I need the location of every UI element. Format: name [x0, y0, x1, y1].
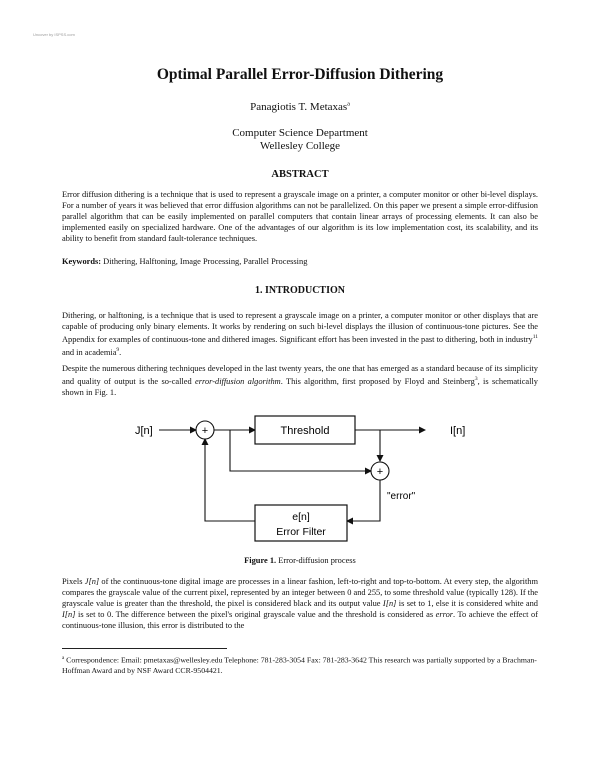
body-text: is set to 1, else it is considered white and: [396, 599, 538, 609]
error-filter-label-1: e[n]: [292, 511, 310, 523]
body-text: is set to 0. The difference between the pixel's original grayscale value and the threshold is considered as: [75, 610, 436, 620]
emphasis: error: [435, 610, 454, 620]
footnote-divider: [62, 648, 227, 649]
abstract-text: Error diffusion dithering is a technique that is used to represent a grayscale image on a printer, a computer monitor or other bi-level displays. For a number of years it was believed that error diffusion algorithms can not be parallelized. On this paper we present a simple error-diffusion parallel algorithm that can be easily implemented on parallel computers that contain linear arrays of processing elements. It can also be implemented easily on specialized hardware. One of the advantages of our algorithm is its low implementation cost, its scalability, and its ability to benefit from standard fault-tolerance techniques.: [62, 190, 538, 244]
citation-ref[interactable]: 11: [532, 334, 538, 341]
intro-paragraph-1: [62, 310, 538, 358]
emphasis: error-diffusion algorithm: [195, 376, 281, 386]
error-diffusion-diagram: [125, 408, 485, 548]
body-text: Pixels: [62, 577, 85, 586]
watermark: Uncover by ISPSS.com: [33, 32, 75, 37]
sum-plus-error: +: [376, 466, 384, 478]
body-paragraph-3: [62, 576, 538, 631]
intro-p2-text-a: Despite the numerous dithering techniques developed in the last twenty years, the one that has emerged as a standard because of its simplicity and quality of output is the so-called: [62, 364, 538, 386]
abstract-heading: ABSTRACT: [271, 169, 329, 180]
citation-ref[interactable]: 3: [474, 376, 478, 383]
section-heading-introduction: 1. INTRODUCTION: [254, 285, 345, 296]
keywords: [62, 256, 538, 267]
sum-plus-input: +: [201, 425, 209, 437]
figure-caption-text: Error-diffusion process: [276, 556, 356, 565]
body-text: . To achieve the effect of continuous-tone illusion, this error is distributed to the: [62, 610, 539, 631]
emphasis: I[n]: [382, 599, 397, 609]
intro-p2-text-c: , is schematically shown in Fig. 1.: [62, 376, 538, 397]
intro-p1-text-c: .: [119, 347, 122, 357]
body-text: of the continuous-tone digital image are processes in a linear fashion, left-to-right and top-to-bottom. At every step, the algorithm compares the grayscale value of the current pixel, represented by an integer between 0 and 255, to some threshold value (typically 128). If the grayscale value is greater than the threshold, the pixel is considered black and its output value: [62, 577, 538, 609]
keywords-label: Keywords:: [62, 257, 102, 266]
affiliation: [0, 127, 600, 153]
input-label: J[n]: [135, 425, 153, 437]
author-name: Panagiotis T. Metaxas: [250, 101, 348, 113]
intro-paragraph-2: [62, 363, 538, 398]
college: Wellesley College: [259, 140, 341, 152]
figure-caption: [0, 556, 600, 565]
intro-p1-text-b: and in academia: [62, 347, 117, 357]
footnote-mark: a: [62, 656, 65, 661]
emphasis: I[n]: [62, 610, 76, 620]
emphasis: J[n]: [84, 577, 100, 586]
author-footnote-mark[interactable]: a: [347, 101, 350, 108]
paper-title: Optimal Parallel Error-Diffusion Dithering: [156, 66, 444, 83]
department: Computer Science Department: [232, 127, 368, 139]
footnote: [62, 654, 538, 677]
keywords-list: Dithering, Halftoning, Image Processing, Parallel Processing: [101, 257, 308, 266]
intro-p1-text-a: Dithering, or halftoning, is a technique that is used to represent a grayscale image on a printer, a computer monitor or other displays that are capable of producing only binary elements. It works by rendering on such bi-level displays the illusion of continuous-tone pictures. See the Appendix for examples of continuous-tone and dithered images. Significant effort has been invested in the past to dithering, both in industry: [62, 311, 538, 344]
intro-p2-text-b: . This algorithm, first proposed by Floyd and Steinberg: [280, 376, 475, 386]
citation-ref[interactable]: 9: [116, 347, 120, 354]
figure-caption-label: Figure 1.: [244, 556, 277, 565]
error-label: "error": [387, 491, 416, 502]
error-filter-label-2: Error Filter: [276, 526, 326, 538]
error-to-filter-arrow: [347, 480, 380, 521]
author-line: [0, 101, 600, 113]
footnote-text: Correspondence: Email: pmetaxas@wellesley.edu Telephone: 781-283-3054 Fax: 781-283-3642 This research was partially supported by a Brachman-Hoffman Award and by NSF Award CCR-9504421.: [62, 655, 537, 676]
output-label: I[n]: [450, 425, 466, 437]
threshold-label: Threshold: [280, 425, 330, 437]
